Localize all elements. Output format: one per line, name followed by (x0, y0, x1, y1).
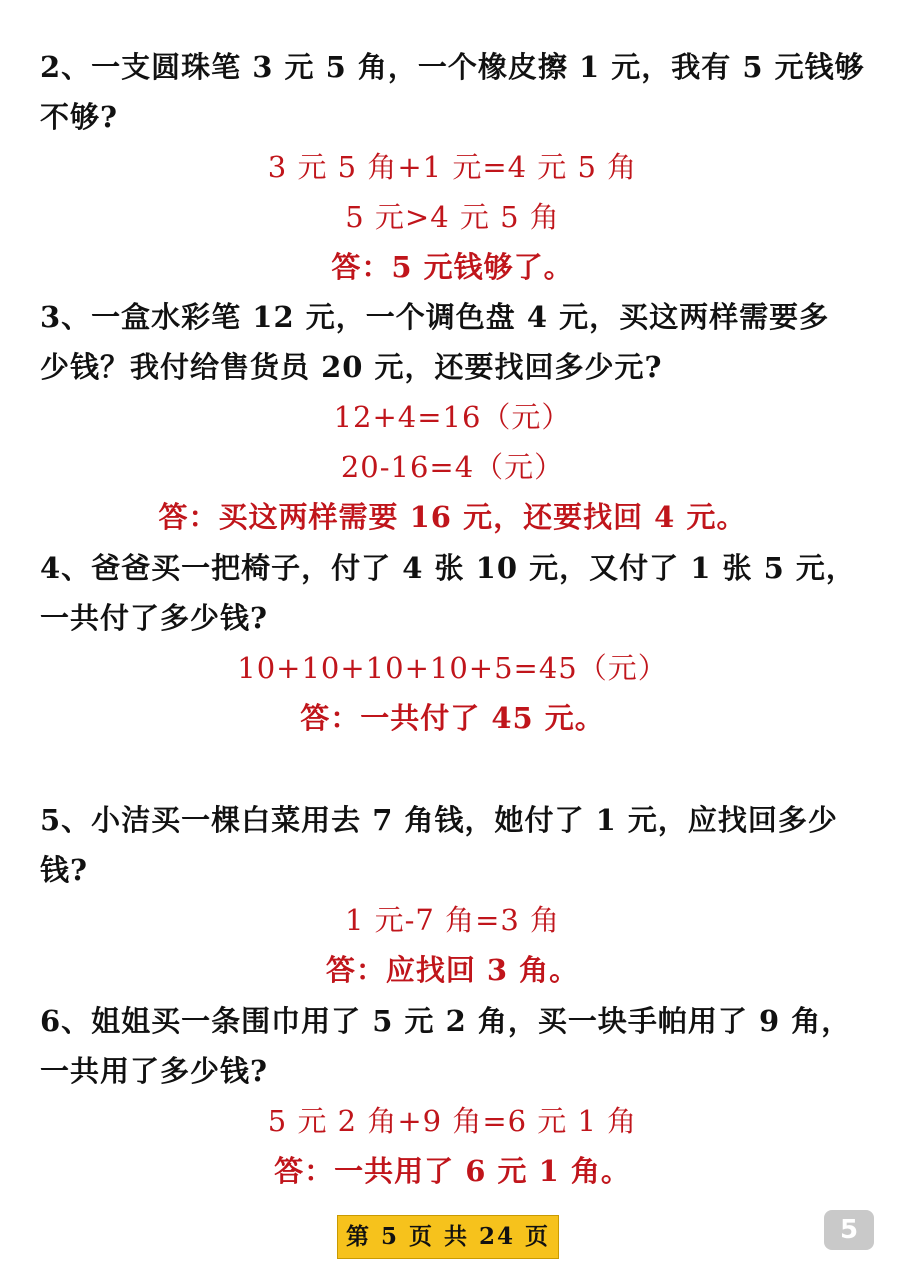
problem-6-answer-2: 答：一共用了 6 元 1 角。 (274, 1154, 631, 1188)
problem-3-question-line1: 3、一盒水彩笔 12 元，一个调色盘 4 元，买这两样需要多 (40, 300, 830, 334)
page-number-label: 第 5 页 共 24 页 (337, 1215, 559, 1259)
problem-6-question-line2: 一共用了多少钱? (40, 1054, 268, 1088)
problem-5-question-line1: 5、小洁买一棵白菜用去 7 角钱，她付了 1 元，应找回多少 (40, 803, 838, 837)
page-badge: 5 (824, 1210, 874, 1250)
problem-3-answer-3: 答：买这两样需要 16 元，还要找回 4 元。 (158, 500, 747, 534)
problem-6-answer-1: 5 元 2 角+9 角=6 元 1 角 (267, 1104, 638, 1138)
problem-2-answer-1: 3 元 5 角+1 元=4 元 5 角 (267, 150, 638, 184)
problem-5-answer-2: 答：应找回 3 角。 (325, 953, 580, 987)
problem-4-question-line2: 一共付了多少钱? (40, 601, 268, 635)
problem-4-question-line1: 4、爸爸买一把椅子，付了 4 张 10 元，又付了 1 张 5 元， (40, 551, 856, 585)
problem-3-answer-1: 12+4=16（元） (333, 400, 572, 434)
problem-3-question-line2: 少钱？我付给售货员 20 元，还要找回多少元? (40, 350, 663, 384)
problem-3-answer-2: 20-16=4（元） (340, 450, 565, 484)
problem-5-question-line2: 钱? (40, 853, 88, 887)
problem-2-answer-2: 5 元>4 元 5 角 (345, 200, 560, 234)
problem-5-answer-1: 1 元-7 角=3 角 (344, 903, 561, 937)
problem-4-answer-2: 答：一共付了 45 元。 (300, 701, 605, 735)
problem-4-answer-1: 10+10+10+10+5=45（元） (237, 651, 668, 685)
problem-2-question-line1: 2、一支圆珠笔 3 元 5 角，一个橡皮擦 1 元，我有 5 元钱够 (40, 50, 865, 84)
problem-6-question-line1: 6、姐姐买一条围巾用了 5 元 2 角，买一块手帕用了 9 角， (40, 1004, 852, 1038)
problem-2-answer-3: 答：5 元钱够了。 (331, 250, 574, 284)
problem-2-question-line2: 不够? (40, 100, 118, 134)
